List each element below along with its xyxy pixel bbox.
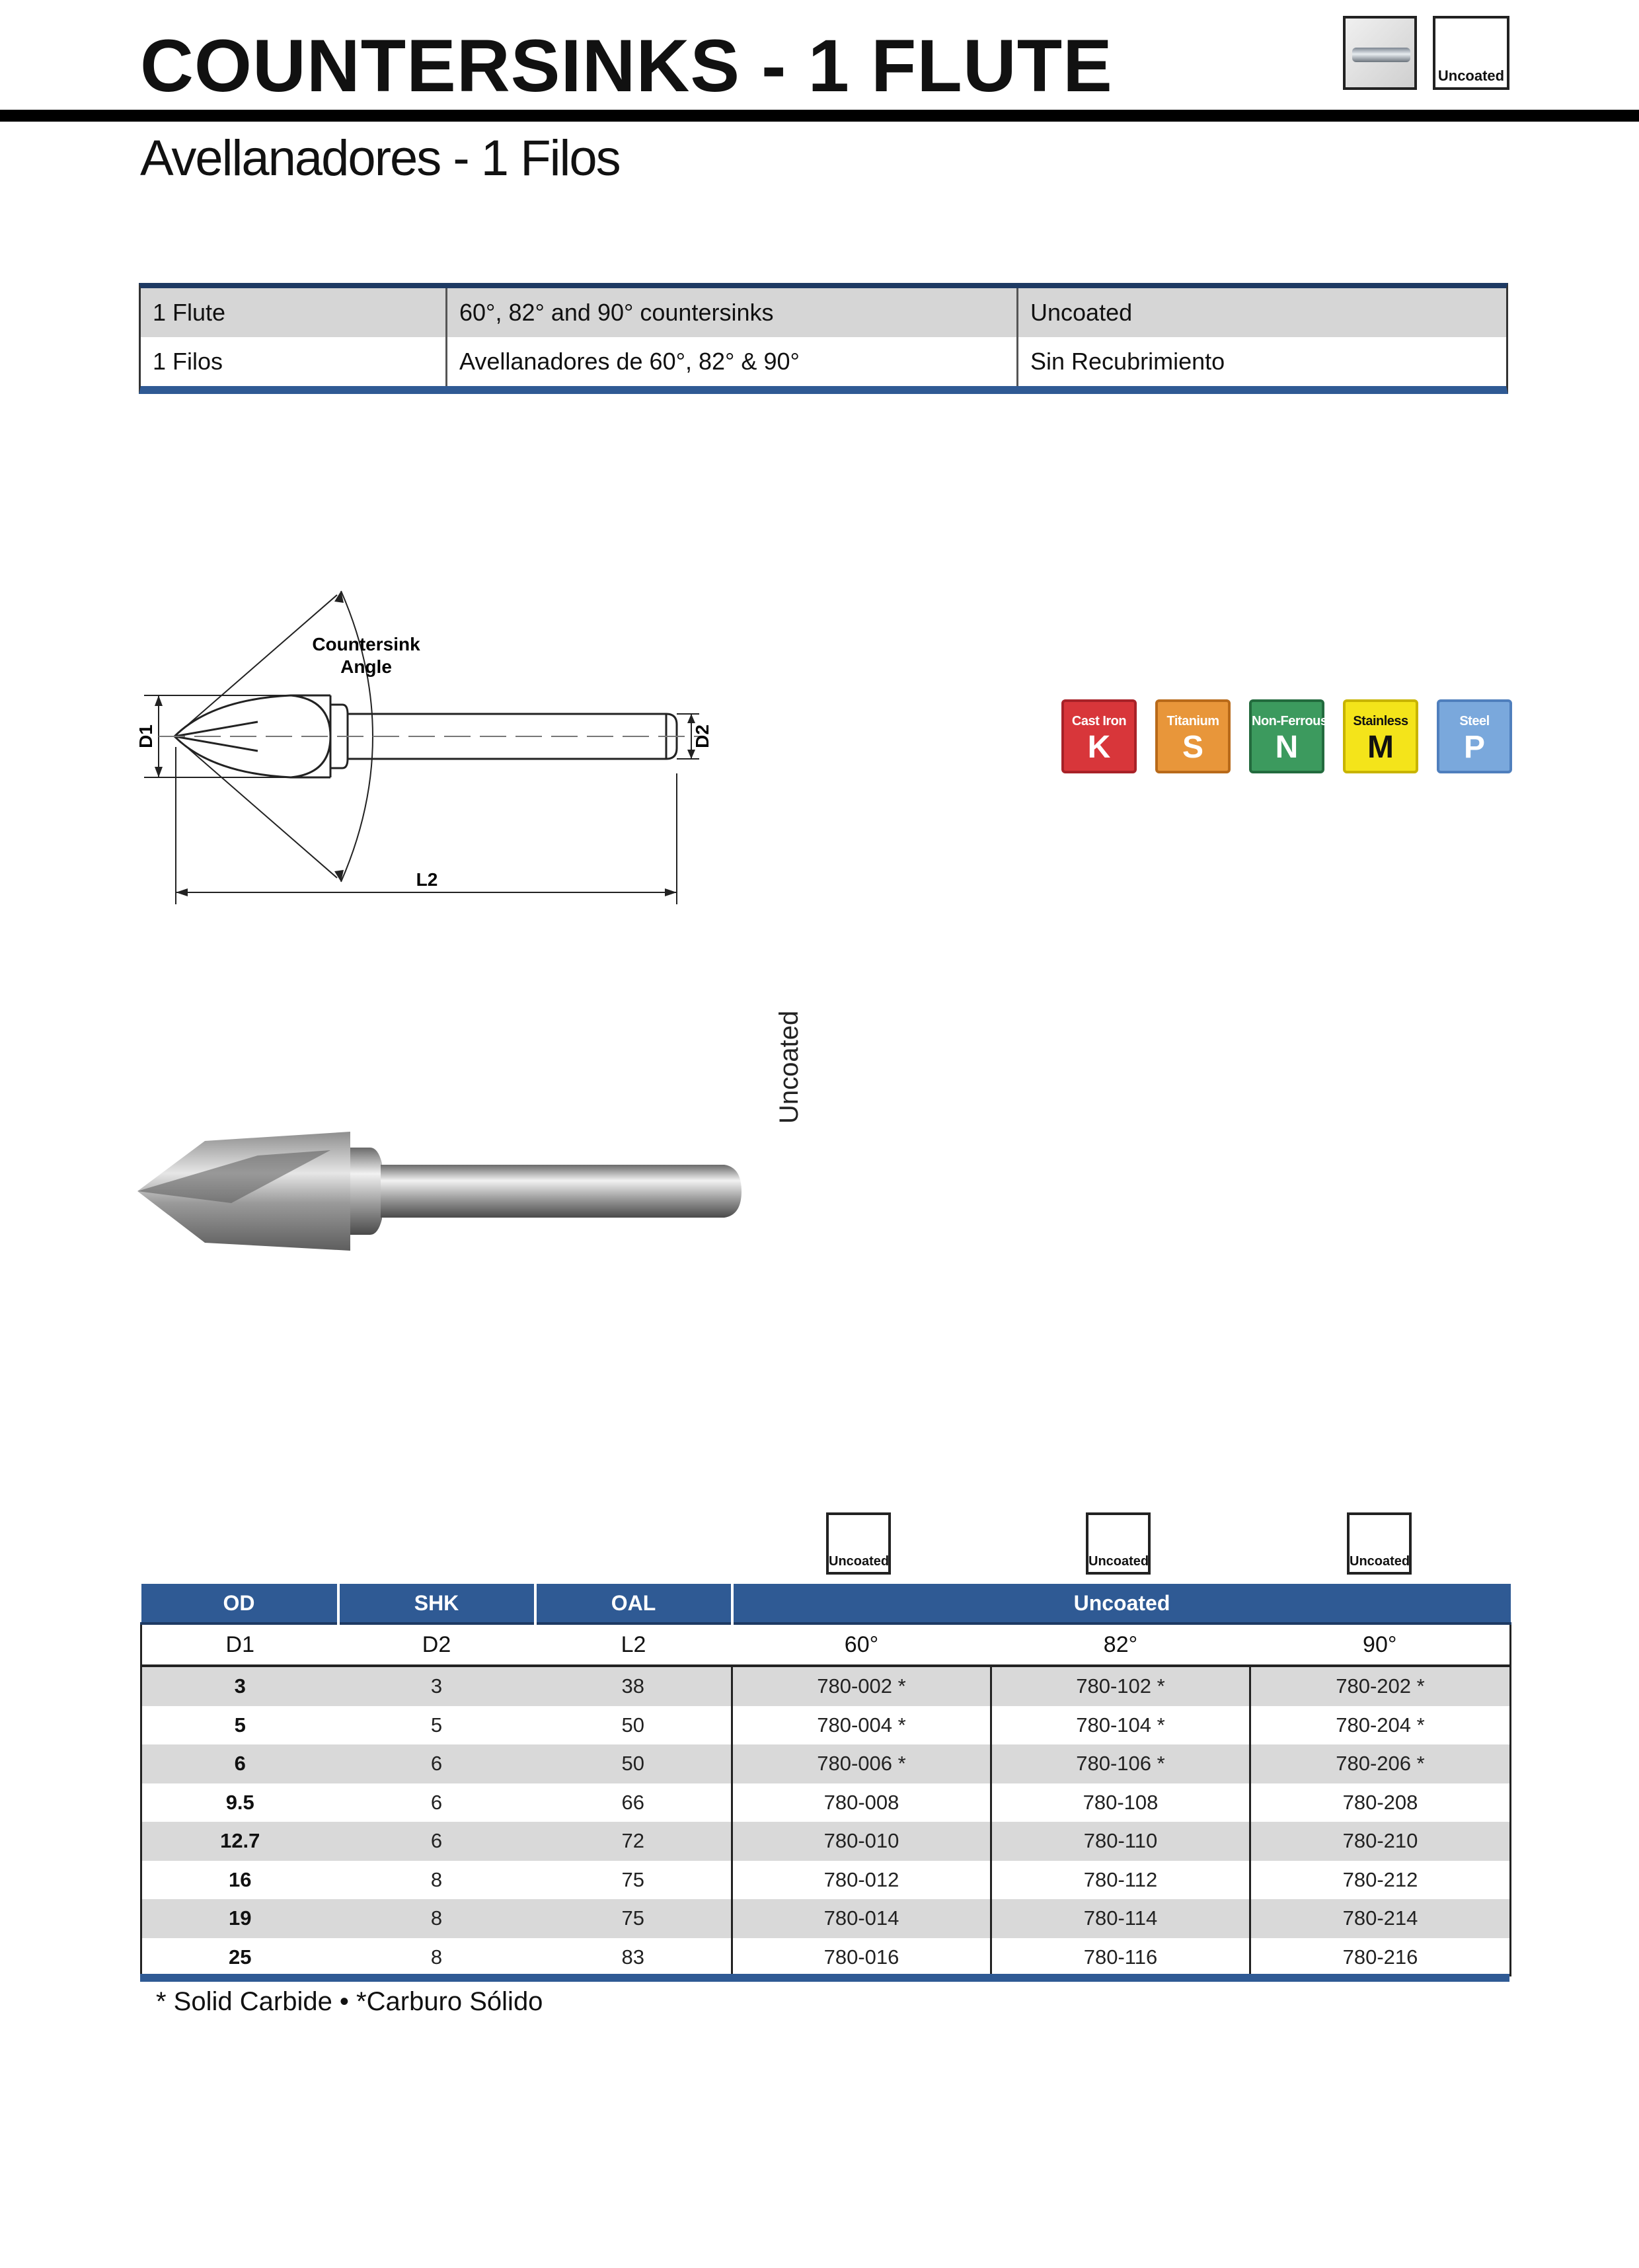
uncoated-badge-label: Uncoated (1437, 67, 1505, 84)
uncoated-icon-90 (1347, 1512, 1412, 1575)
uncoated-icon-label: Uncoated (829, 1554, 890, 1569)
info-cell: 1 Flute (141, 288, 447, 337)
shk-cell: 6 (338, 1822, 535, 1861)
od-cell: 5 (141, 1706, 338, 1745)
material-letter: P (1463, 730, 1485, 765)
header-oal: OAL (535, 1584, 732, 1623)
part-number-cell: 780-012 (732, 1861, 991, 1900)
od-cell: 9.5 (141, 1783, 338, 1822)
material-letter: S (1182, 730, 1203, 765)
uncoated-icon-label: Uncoated (1350, 1554, 1410, 1569)
info-cell: Avellanadores de 60°, 82° & 90° (447, 337, 1018, 386)
countersink-diagram (132, 582, 740, 912)
oal-cell: 83 (535, 1938, 732, 1977)
od-cell: 12.7 (141, 1822, 338, 1861)
part-number-cell: 780-112 (991, 1861, 1250, 1900)
part-number-cell: 780-014 (732, 1899, 991, 1938)
info-cell: 60°, 82° and 90° countersinks (447, 288, 1018, 337)
shk-cell: 6 (338, 1744, 535, 1783)
od-cell: 19 (141, 1899, 338, 1938)
title-rule (0, 110, 1639, 122)
part-number-cell: 780-106 * (991, 1744, 1250, 1783)
part-number-cell: 780-214 (1250, 1899, 1511, 1938)
part-number-cell: 780-102 * (991, 1666, 1250, 1706)
od-cell: 6 (141, 1744, 338, 1783)
od-cell: 3 (141, 1666, 338, 1706)
material-name: Titanium (1166, 714, 1219, 728)
uncoated-icon-label: Uncoated (1088, 1554, 1149, 1569)
product-table (140, 1584, 1509, 1976)
material-name: Stainless (1353, 714, 1408, 728)
oal-cell: 72 (535, 1822, 732, 1861)
shank-icon (1343, 16, 1417, 90)
part-number-cell: 780-204 * (1250, 1706, 1511, 1745)
part-number-cell: 780-006 * (732, 1744, 991, 1783)
info-row (141, 337, 1506, 386)
table-row (141, 1899, 1511, 1938)
part-number-cell: 780-002 * (732, 1666, 991, 1706)
table-row (141, 1938, 1511, 1977)
page-title: COUNTERSINKS - 1 FLUTE (140, 24, 1113, 107)
part-number-cell: 780-202 * (1250, 1666, 1511, 1706)
table-header-row (141, 1584, 1511, 1623)
subheader-82: 82° (991, 1623, 1250, 1666)
info-table (139, 283, 1508, 394)
part-number-cell: 780-008 (732, 1783, 991, 1822)
material-letter: K (1087, 730, 1111, 765)
oal-cell: 75 (535, 1899, 732, 1938)
part-number-cell: 780-010 (732, 1822, 991, 1861)
table-subheader-row (141, 1623, 1511, 1666)
angle-label: Countersink (312, 634, 420, 654)
subheader-l2: L2 (535, 1623, 732, 1666)
od-cell: 25 (141, 1938, 338, 1977)
table-row (141, 1783, 1511, 1822)
part-number-cell: 780-104 * (991, 1706, 1250, 1745)
subheader-60: 60° (732, 1623, 991, 1666)
shk-cell: 3 (338, 1666, 535, 1706)
oal-cell: 50 (535, 1744, 732, 1783)
part-number-cell: 780-208 (1250, 1783, 1511, 1822)
table-row (141, 1744, 1511, 1783)
oal-cell: 66 (535, 1783, 732, 1822)
l2-label: L2 (416, 869, 438, 890)
header-uncoated: Uncoated (732, 1584, 1511, 1623)
material-name: Cast Iron (1071, 714, 1127, 728)
oal-cell: 50 (535, 1706, 732, 1745)
material-letter: M (1367, 730, 1394, 765)
info-cell: Sin Recubrimiento (1030, 348, 1225, 375)
table-row (141, 1666, 1511, 1706)
shk-cell: 8 (338, 1938, 535, 1977)
table-row (141, 1861, 1511, 1900)
d1-label: D1 (135, 724, 156, 748)
subheader-90: 90° (1250, 1623, 1511, 1666)
info-row (141, 288, 1506, 337)
material-letter: N (1275, 730, 1299, 765)
table-bottom-bar (140, 1974, 1509, 1982)
subheader-d1: D1 (141, 1623, 338, 1666)
subheader-d2: D2 (338, 1623, 535, 1666)
header-od: OD (141, 1584, 338, 1623)
table-row (141, 1822, 1511, 1861)
shk-cell: 8 (338, 1899, 535, 1938)
footnote: * Solid Carbide • *Carburo Sólido (156, 1987, 543, 2016)
part-number-cell: 780-016 (732, 1938, 991, 1977)
shk-cell: 6 (338, 1783, 535, 1822)
shk-cell: 5 (338, 1706, 535, 1745)
info-cell: Uncoated (1030, 299, 1133, 326)
uncoated-badge (1433, 16, 1509, 90)
oal-cell: 75 (535, 1861, 732, 1900)
photo-coating-label: Uncoated (775, 1010, 804, 1124)
part-number-cell: 780-108 (991, 1783, 1250, 1822)
material-steel (1437, 699, 1512, 773)
part-number-cell: 780-216 (1250, 1938, 1511, 1977)
material-name: Steel (1459, 714, 1490, 728)
part-number-cell: 780-116 (991, 1938, 1250, 1977)
angle-label: Angle (340, 656, 392, 677)
material-non-ferrous (1249, 699, 1328, 773)
part-number-cell: 780-206 * (1250, 1744, 1511, 1783)
oal-cell: 38 (535, 1666, 732, 1706)
header-shk: SHK (338, 1584, 535, 1623)
part-number-cell: 780-210 (1250, 1822, 1511, 1861)
page-subtitle: Avellanadores - 1 Filos (140, 130, 620, 186)
info-cell: 1 Filos (141, 337, 447, 386)
uncoated-icon-60 (826, 1512, 891, 1575)
uncoated-icon-82 (1086, 1512, 1151, 1575)
d2-label: D2 (692, 724, 712, 748)
shk-cell: 8 (338, 1861, 535, 1900)
material-titanium (1155, 699, 1231, 773)
countersink-photo (132, 1117, 760, 1263)
part-number-cell: 780-212 (1250, 1861, 1511, 1900)
material-cast-iron (1061, 699, 1137, 773)
part-number-cell: 780-114 (991, 1899, 1250, 1938)
material-name: Non-Ferrous (1252, 714, 1328, 728)
part-number-cell: 780-004 * (732, 1706, 991, 1745)
part-number-cell: 780-110 (991, 1822, 1250, 1861)
od-cell: 16 (141, 1861, 338, 1900)
material-stainless (1343, 699, 1418, 773)
table-row (141, 1706, 1511, 1745)
